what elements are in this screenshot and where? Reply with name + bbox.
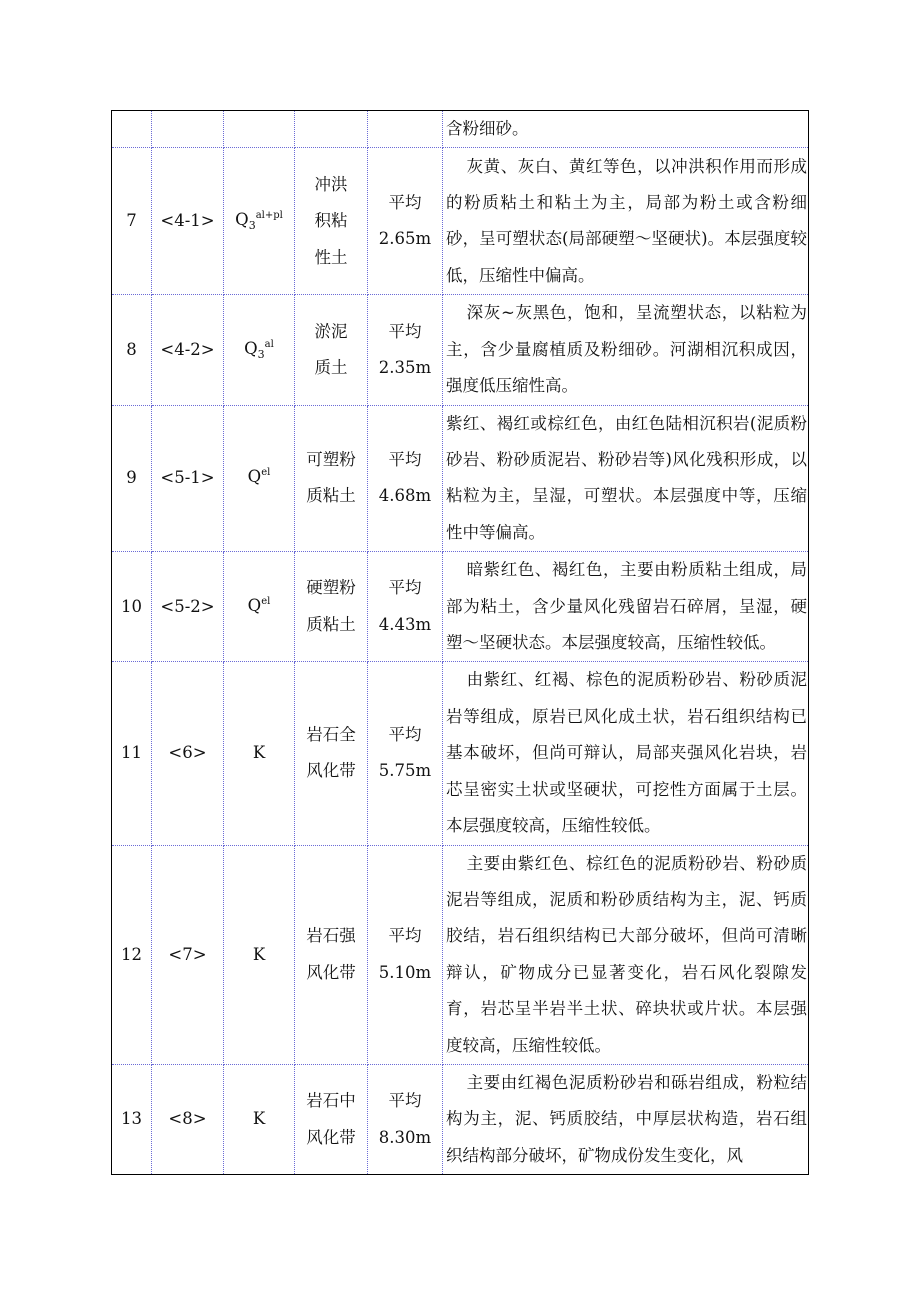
cell-description: 主要由紫红色、棕红色的泥质粉砂岩、粉砂质泥岩等组成，泥质和粉砂质结构为主，泥、钙质胶结，岩石组织结构已大部分破坏，但尚可清晰辩认，矿物成分已显著变化，岩石风化裂隙发育，岩芯呈半岩半土状、碎块状或片状。本层强度较高，压缩性较低。 (443, 845, 809, 1064)
cell-no: 13 (112, 1064, 152, 1174)
cell-name: 硬塑粉质粘土 (295, 552, 368, 662)
cell-thickness (368, 111, 443, 148)
cell-description: 含粉细砂。 (443, 111, 809, 148)
cell-code: <5-1> (152, 405, 224, 552)
table-row (112, 662, 809, 845)
cell-description: 灰黄、灰白、黄红等色，以冲洪积作用而形成的粉质粘土和粘土为主，局部为粉土或含粉细砂，呈可塑状态(局部硬塑～坚硬状)。本层强度较低，压缩性中偏高。 (443, 148, 809, 295)
cell-name (295, 111, 368, 148)
cell-age: $Q^{el}$ (224, 405, 295, 552)
cell-name: 岩石中风化带 (295, 1064, 368, 1174)
table-row-continuation (112, 111, 809, 148)
cell-code: <8> (152, 1064, 224, 1174)
cell-name: 岩石全风化带 (295, 662, 368, 845)
cell-description: 深灰~灰黑色，饱和，呈流塑状态，以粘粒为主，含少量腐植质及粉细砂。河湖相沉积成因，强度低压缩性高。 (443, 295, 809, 405)
cell-description: 主要由红褐色泥质粉砂岩和砾岩组成，粉粒结构为主，泥、钙质胶结，中厚层状构造，岩石组织结构部分破坏，矿物成份发生变化，风 (443, 1064, 809, 1174)
cell-age: K (224, 662, 295, 845)
cell-age: $Q_3^{al+pl}$ (224, 148, 295, 295)
cell-age: K (224, 845, 295, 1064)
cell-code: <4-1> (152, 148, 224, 295)
cell-thickness: 平均5.75m (368, 662, 443, 845)
cell-thickness: 平均5.10m (368, 845, 443, 1064)
cell-description: 紫红、褐红或棕红色，由红色陆相沉积岩(泥质粉砂岩、粉砂质泥岩、粉砂岩等)风化残积形成，以粘粒为主，呈湿，可塑状。本层强度中等，压缩性中等偏高。 (443, 405, 809, 552)
cell-no: 8 (112, 295, 152, 405)
cell-name: 冲洪积粘性土 (295, 148, 368, 295)
cell-no: 7 (112, 148, 152, 295)
cell-code: <4-2> (152, 295, 224, 405)
cell-age: $Q^{el}$ (224, 552, 295, 662)
cell-description: 由紫红、红褐、棕色的泥质粉砂岩、粉砂质泥岩等组成，原岩已风化成土状，岩石组织结构已基本破坏，但尚可辩认，局部夹强风化岩块，岩芯呈密实土状或坚硬状，可挖性方面属于土层。本层强度较高，压缩性较低。 (443, 662, 809, 845)
cell-no: 11 (112, 662, 152, 845)
table-row (112, 295, 809, 405)
cell-thickness: 平均4.68m (368, 405, 443, 552)
table-row (112, 1064, 809, 1174)
cell-code: <5-2> (152, 552, 224, 662)
cell-age: $Q_3^{al}$ (224, 295, 295, 405)
table-row (112, 405, 809, 552)
cell-no: 9 (112, 405, 152, 552)
cell-name: 可塑粉质粘土 (295, 405, 368, 552)
strata-table-wrapper (111, 110, 808, 1175)
cell-thickness: 平均4.43m (368, 552, 443, 662)
cell-code: <6> (152, 662, 224, 845)
cell-age: K (224, 1064, 295, 1174)
cell-no: 10 (112, 552, 152, 662)
table-row (112, 552, 809, 662)
cell-age (224, 111, 295, 148)
cell-thickness: 平均2.65m (368, 148, 443, 295)
cell-code: <7> (152, 845, 224, 1064)
cell-no (112, 111, 152, 148)
cell-code (152, 111, 224, 148)
cell-description: 暗紫红色、褐红色，主要由粉质粘土组成，局部为粘土，含少量风化残留岩石碎屑，呈湿，硬塑～坚硬状态。本层强度较高，压缩性较低。 (443, 552, 809, 662)
cell-name: 淤泥质土 (295, 295, 368, 405)
cell-no: 12 (112, 845, 152, 1064)
cell-thickness: 平均8.30m (368, 1064, 443, 1174)
table-row (112, 148, 809, 295)
cell-thickness: 平均2.35m (368, 295, 443, 405)
strata-table (111, 110, 809, 1175)
table-row (112, 845, 809, 1064)
cell-name: 岩石强风化带 (295, 845, 368, 1064)
